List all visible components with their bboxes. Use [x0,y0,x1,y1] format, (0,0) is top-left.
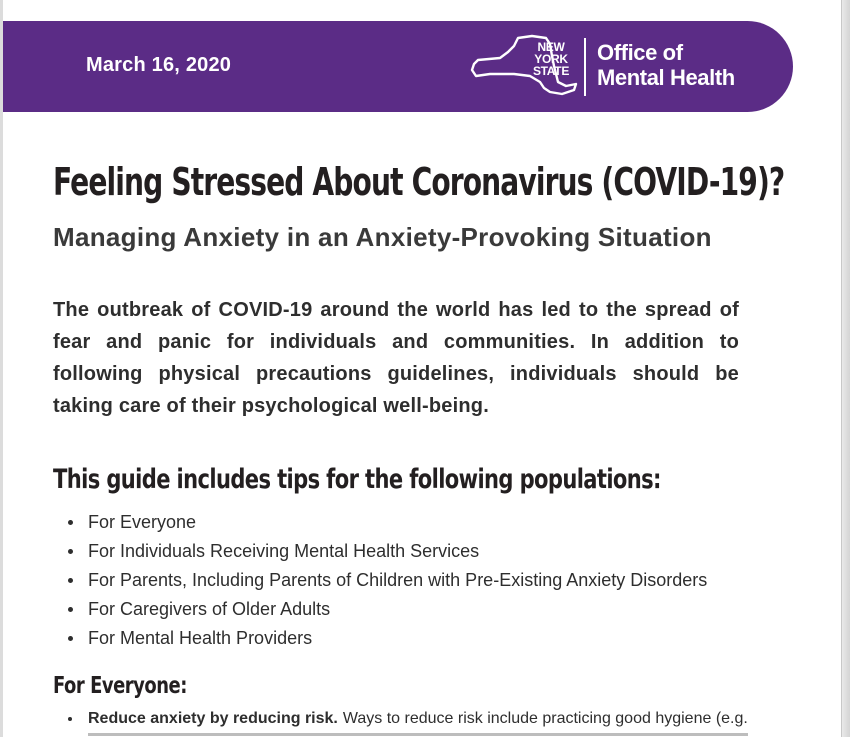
tip-text: Ways to reduce risk include practicing good hygiene (e.g. [342,710,748,727]
page-title: Feeling Stressed About Coronavirus (COVID-19)? [53,160,785,204]
bullet-icon [68,578,73,583]
tip-lead: Reduce anxiety by reducing risk. [88,710,338,727]
omh-logo [470,34,760,100]
populations-list [68,508,707,653]
cropped-text-line [88,731,748,737]
list-item: For Parents, Including Parents of Children with Pre-Existing Anxiety Disorders [68,566,707,595]
logo-divider [584,38,586,96]
office-of-mental-health-wordmark: Office of Mental Health [597,40,735,90]
populations-heading: This guide includes tips for the following populations: [53,464,661,495]
bullet-icon [68,549,73,554]
list-item: For Individuals Receiving Mental Health Services [68,537,707,566]
tip-item [68,710,758,728]
bullet-icon [68,520,73,525]
viewer-scroll-edge[interactable] [841,0,850,737]
new-york-state-wordmark: NEW YORK STATE [532,40,570,78]
bullet-icon [68,636,73,641]
for-everyone-heading: For Everyone: [53,673,187,699]
bullet-icon [68,717,72,721]
list-item: For Caregivers of Older Adults [68,595,707,624]
list-item: For Everyone [68,508,707,537]
list-item: For Mental Health Providers [68,624,707,653]
header-date: March 16, 2020 [86,54,232,76]
page-subtitle: Managing Anxiety in an Anxiety-Provoking Situation [53,222,712,252]
bullet-icon [68,607,73,612]
intro-paragraph: The outbreak of COVID-19 around the world has led to the spread of fear and panic for individuals and communities. In addition to following physical precautions guidelines, individuals should be taking care of their psychological well-being. [53,299,739,417]
